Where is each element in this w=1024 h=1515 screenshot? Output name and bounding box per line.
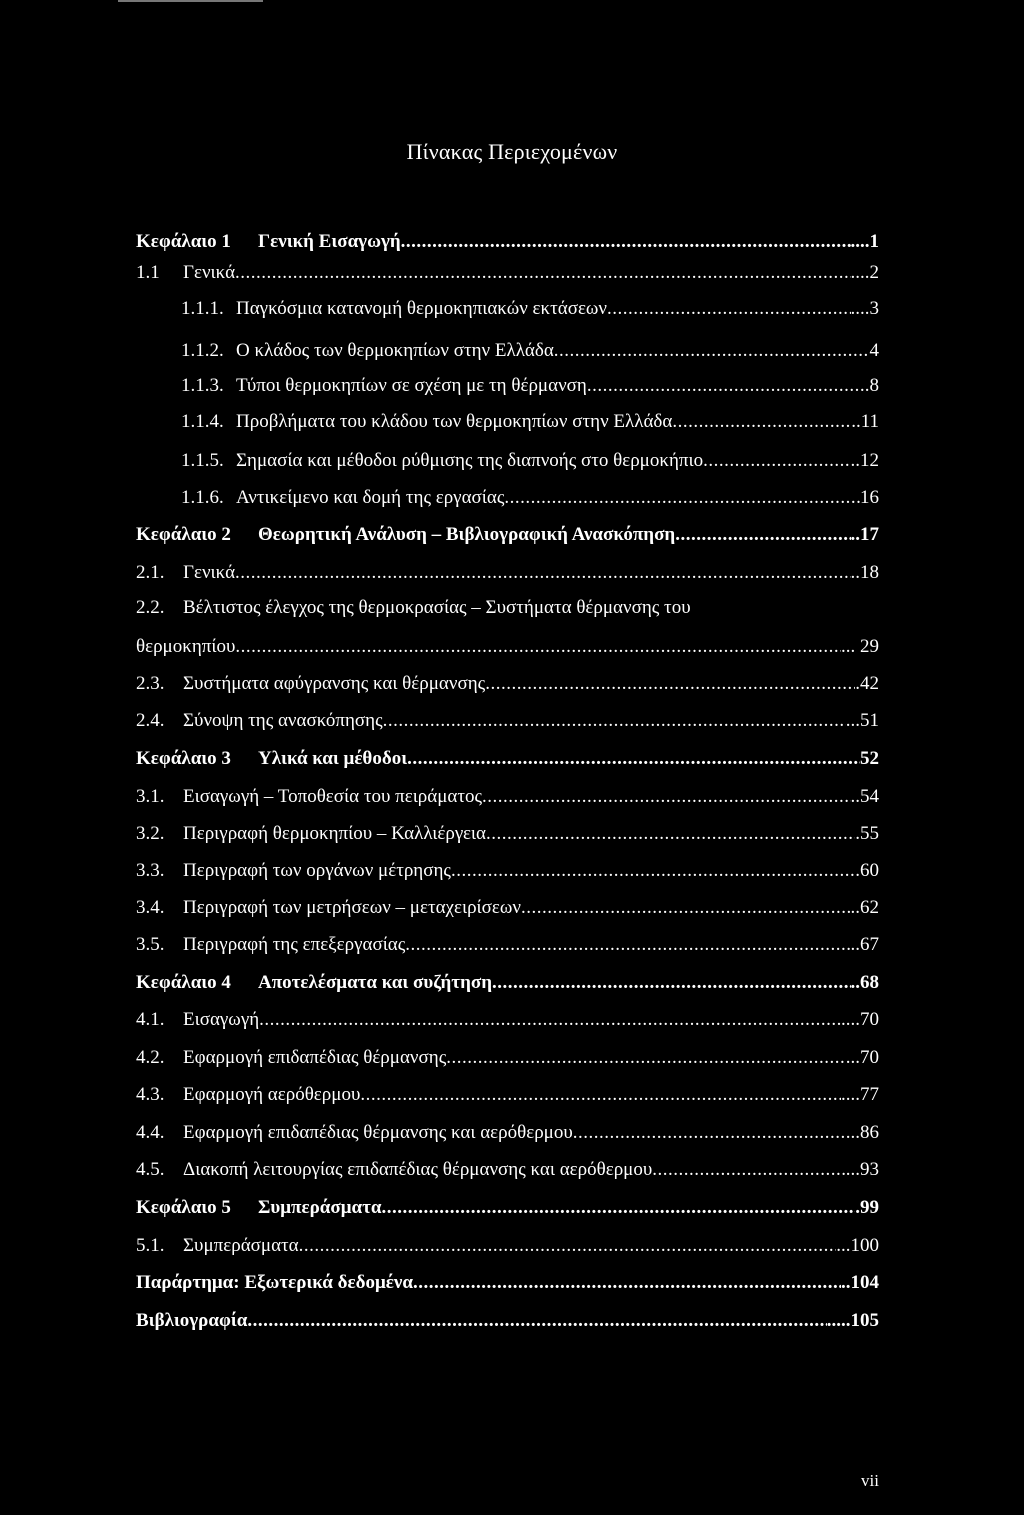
toc-entry-page: ....77 xyxy=(841,1084,879,1105)
toc-entry-label: Συμπεράσματα xyxy=(258,1197,382,1218)
toc-entry-label: Θεωρητική Ανάλυση – Βιβλιογραφική Ανασκόπηση xyxy=(258,524,676,545)
toc-entry-number: 4.5. xyxy=(136,1159,165,1180)
toc-entry-number: 1.1 xyxy=(136,262,160,283)
toc-chapter-entry[interactable] xyxy=(136,748,879,772)
toc-entry[interactable] xyxy=(136,1009,879,1033)
leader-dots xyxy=(521,897,851,919)
toc-entry-page: .60 xyxy=(855,860,879,881)
toc-entry-page: ..18 xyxy=(850,562,879,583)
toc-entry-label: Συστήματα αφύγρανσης και θέρμανσης xyxy=(183,673,486,694)
leader-dots xyxy=(446,1047,846,1069)
toc-entry-number: 2.3. xyxy=(136,673,165,694)
toc-entry-label: Εφαρμογή επιδαπέδιας θέρμανσης και αερόθερμου xyxy=(183,1122,573,1143)
toc-entry-number: 3.2. xyxy=(136,823,165,844)
toc-entry[interactable] xyxy=(136,823,879,847)
leader-dots xyxy=(235,636,841,658)
toc-entry-page: ..12 xyxy=(850,450,879,471)
toc-entry-number: 5.1. xyxy=(136,1235,165,1256)
leader-dots xyxy=(554,340,870,362)
toc-chapter-entry[interactable] xyxy=(136,524,879,548)
toc-entry-number: Κεφάλαιο 2 xyxy=(136,524,231,545)
leader-dots xyxy=(235,262,850,284)
toc-entry[interactable] xyxy=(136,262,879,286)
toc-entry-page: ..104 xyxy=(841,1272,879,1293)
leader-dots xyxy=(573,1122,851,1144)
leader-dots xyxy=(587,375,865,397)
toc-entry-label: Περιγραφή θερμοκηπίου – Καλλιέργεια xyxy=(183,823,486,844)
toc-entry-page: ....1 xyxy=(850,231,879,252)
toc-entry[interactable] xyxy=(136,597,691,619)
toc-entry-page: ..17 xyxy=(850,524,879,545)
toc-entry-label: Παγκόσμια κατανομή θερμοκηπιακών εκτάσεων xyxy=(236,298,608,319)
toc-entry-number: 1.1.5. xyxy=(181,450,224,471)
toc-entry-number: 3.1. xyxy=(136,786,165,807)
leader-dots xyxy=(383,710,846,732)
leader-dots xyxy=(482,786,850,808)
toc-entry-page: ...93 xyxy=(845,1159,879,1180)
leader-dots xyxy=(485,673,855,695)
leader-dots xyxy=(247,1310,826,1332)
leader-dots xyxy=(675,524,850,546)
toc-entry-label: Εφαρμογή αερόθερμου xyxy=(183,1084,361,1105)
toc-entry[interactable] xyxy=(136,1084,879,1108)
toc-entry-page: 4 xyxy=(869,340,879,361)
toc-entry-page: ...51 xyxy=(845,710,879,731)
toc-entry-label: Σύνοψη της ανασκόπησης xyxy=(183,710,383,731)
toc-entry-number: Κεφάλαιο 5 xyxy=(136,1197,231,1218)
toc-entry-number: Κεφάλαιο 3 xyxy=(136,748,231,769)
toc-entry-page: ..54 xyxy=(850,786,879,807)
toc-entry-page: ..11 xyxy=(851,411,879,432)
toc-entry-page: ..86 xyxy=(850,1122,879,1143)
toc-entry-number: Κεφάλαιο 1 xyxy=(136,231,231,252)
toc-entry-label: Βιβλιογραφία xyxy=(136,1310,248,1331)
leader-dots xyxy=(381,1197,855,1219)
toc-entry-number: 4.4. xyxy=(136,1122,165,1143)
toc-entry[interactable] xyxy=(181,375,879,399)
toc-entry-label: Διακοπή λειτουργίας επιδαπέδιας θέρμανσης και αερόθερμου xyxy=(183,1159,653,1180)
toc-entry[interactable] xyxy=(181,411,879,435)
toc-entry[interactable] xyxy=(136,1235,879,1259)
toc-entry-label: Εισαγωγή – Τοποθεσία του πειράματος xyxy=(183,786,483,807)
toc-chapter-entry[interactable] xyxy=(136,1197,879,1221)
toc-entry-label: Αντικείμενο και δομή της εργασίας xyxy=(236,487,505,508)
toc-entry[interactable] xyxy=(136,673,879,697)
toc-entry-label: Παράρτημα: Εξωτερικά δεδομένα xyxy=(136,1272,413,1293)
leader-dots xyxy=(504,487,860,509)
toc-entry[interactable] xyxy=(136,860,879,884)
leader-dots xyxy=(703,450,850,472)
toc-entry-page: .55 xyxy=(855,823,879,844)
leader-dots xyxy=(413,1272,841,1294)
toc-entry-page: 16 xyxy=(860,487,879,508)
leader-dots xyxy=(401,231,851,253)
toc-entry[interactable] xyxy=(136,934,879,958)
toc-entry-number: 2.1. xyxy=(136,562,165,583)
toc-entry[interactable] xyxy=(136,786,879,810)
leader-dots xyxy=(486,823,855,845)
toc-entry[interactable] xyxy=(181,450,879,474)
toc-entry-label: Βέλτιστος έλεγχος της θερμοκρασίας – Συστήματα θέρμανσης του xyxy=(183,597,691,618)
toc-entry-label: Περιγραφή των οργάνων μέτρησης xyxy=(183,860,451,881)
toc-chapter-entry[interactable] xyxy=(136,1272,879,1296)
toc-entry-page: ..62 xyxy=(850,897,879,918)
toc-entry-label: Περιγραφή της επεξεργασίας xyxy=(183,934,406,955)
toc-entry-page: ..67 xyxy=(850,934,879,955)
toc-entry[interactable] xyxy=(136,1047,879,1071)
toc-entry-number: 3.4. xyxy=(136,897,165,918)
toc-entry-label: Γενικά xyxy=(183,262,236,283)
toc-entry-label: Τύποι θερμοκηπίων σε σχέση με τη θέρμανση xyxy=(236,375,587,396)
toc-entry[interactable] xyxy=(136,710,879,734)
toc-entry-number: 4.1. xyxy=(136,1009,165,1030)
toc-entry-label: θερμοκηπίου xyxy=(136,636,236,657)
toc-entry-number: 1.1.3. xyxy=(181,375,224,396)
leader-dots xyxy=(405,934,850,956)
toc-entry-page: ... 29 xyxy=(841,636,879,657)
toc-entry-number: 1.1.2. xyxy=(181,340,224,361)
leader-dots xyxy=(360,1084,841,1106)
toc-entry-label: Υλικά και μέθοδοι xyxy=(258,748,408,769)
toc-entry-page: 52 xyxy=(860,748,879,769)
toc-entry-page: ....3 xyxy=(850,298,879,319)
leader-dots xyxy=(607,298,850,320)
toc-entry-label: Γενική Εισαγωγή xyxy=(258,231,401,252)
leader-dots xyxy=(299,1235,837,1257)
toc-chapter-entry[interactable] xyxy=(136,1310,879,1334)
toc-chapter-entry[interactable] xyxy=(136,972,879,996)
toc-entry[interactable] xyxy=(181,298,879,322)
toc-entry-number: 3.3. xyxy=(136,860,165,881)
toc-chapter-entry[interactable] xyxy=(136,231,879,255)
toc-entry-page: .42 xyxy=(855,673,879,694)
toc-entry-number: Κεφάλαιο 4 xyxy=(136,972,231,993)
toc-entry-number: 4.2. xyxy=(136,1047,165,1068)
toc-entry-label: Αποτελέσματα και συζήτηση xyxy=(258,972,492,993)
toc-entry-page: ...70 xyxy=(845,1047,879,1068)
toc-entry[interactable] xyxy=(136,897,879,921)
toc-entry-number: 1.1.4. xyxy=(181,411,224,432)
toc-entry[interactable] xyxy=(136,636,879,660)
toc-entry-number: 2.4. xyxy=(136,710,165,731)
leader-dots xyxy=(407,748,860,770)
toc-entry-label: Σημασία και μέθοδοι ρύθμισης της διαπνοής στο θερμοκήπιο xyxy=(236,450,704,471)
toc-entry-page: .8 xyxy=(864,375,879,396)
toc-entry-number: 2.2. xyxy=(136,597,165,618)
leader-dots xyxy=(652,1159,845,1181)
toc-entry-number: 1.1.6. xyxy=(181,487,224,508)
toc-entry-label: Περιγραφή των μετρήσεων – μεταχειρίσεων xyxy=(183,897,521,918)
toc-entry[interactable] xyxy=(181,487,879,511)
toc-entry-number: 3.5. xyxy=(136,934,165,955)
toc-entry[interactable] xyxy=(136,562,879,586)
toc-entry-label: Συμπεράσματα xyxy=(183,1235,299,1256)
toc-entry-label: Εισαγωγή xyxy=(183,1009,260,1030)
toc-entry[interactable] xyxy=(181,340,879,364)
toc-entry-page: ..68 xyxy=(850,972,879,993)
toc-entry-number: 1.1.1. xyxy=(181,298,224,319)
toc-entry-page: .....105 xyxy=(826,1310,879,1331)
leader-dots xyxy=(259,1009,841,1031)
toc-entry[interactable] xyxy=(136,1159,879,1183)
toc-entry-label: Ο κλάδος των θερμοκηπίων στην Ελλάδα xyxy=(236,340,554,361)
toc-entry-label: Προβλήματα του κλάδου των θερμοκηπίων στην Ελλάδα xyxy=(236,411,673,432)
toc-entry-page: ....70 xyxy=(841,1009,879,1030)
toc-entry-page: ...100 xyxy=(836,1235,879,1256)
page-number: vii xyxy=(861,1471,879,1490)
toc-entry-number: 4.3. xyxy=(136,1084,165,1105)
leader-dots xyxy=(451,860,855,882)
toc-entry-page: .99 xyxy=(855,1197,879,1218)
leader-dots xyxy=(492,972,851,994)
toc-entry-label: Γενικά xyxy=(183,562,236,583)
toc-entry[interactable] xyxy=(136,1122,879,1146)
toc-entry-label: Εφαρμογή επιδαπέδιας θέρμανσης xyxy=(183,1047,447,1068)
leader-dots xyxy=(672,411,851,433)
toc-entry-page: ....2 xyxy=(850,262,879,283)
page-title: Πίνακας Περιεχομένων xyxy=(406,139,618,164)
leader-dots xyxy=(235,562,850,584)
